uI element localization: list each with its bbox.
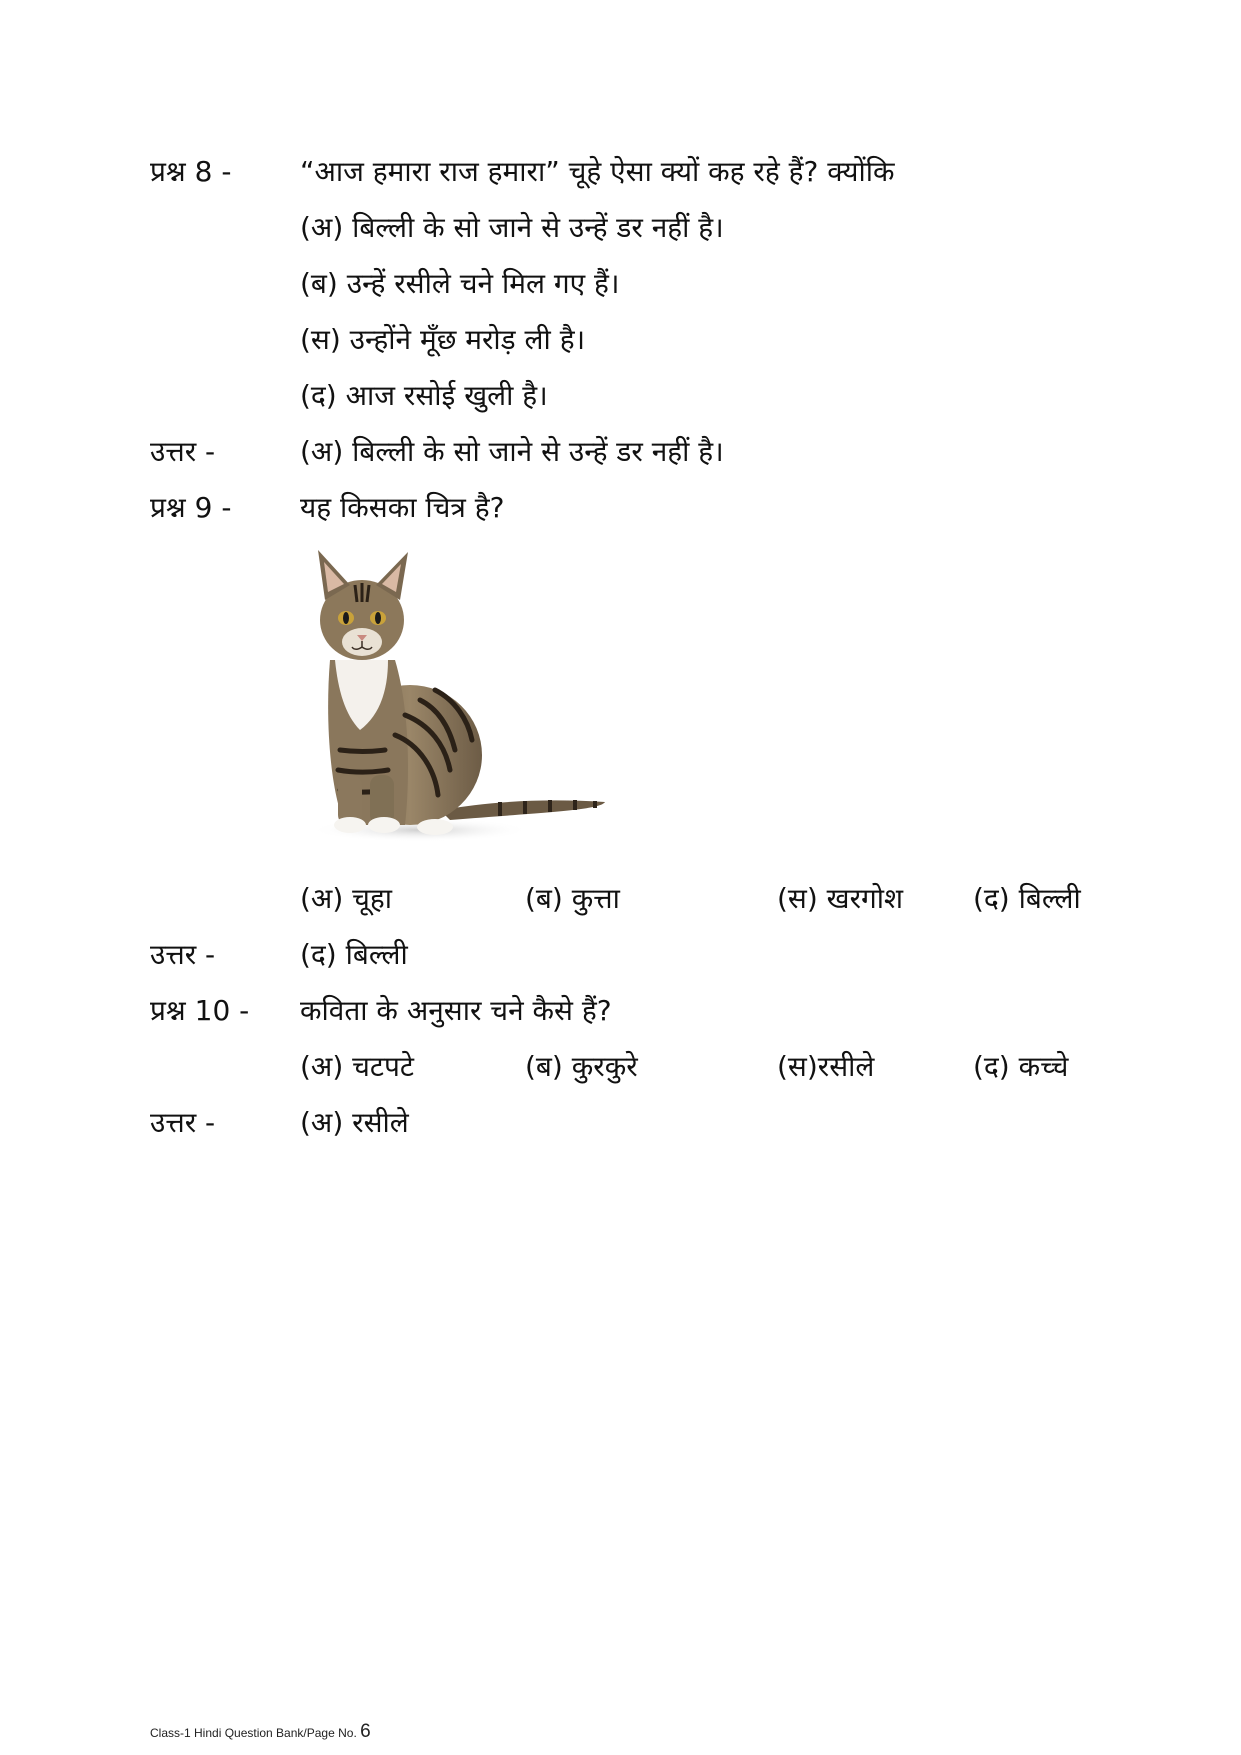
cat-photo-icon xyxy=(300,540,630,845)
q9-option-c: (स) खरगोश xyxy=(777,882,904,915)
q8-answer-label: उत्तर - xyxy=(150,435,216,468)
q9-question-text: यह किसका चित्र है? xyxy=(300,491,505,524)
q9-option-b: (ब) कुत्ता xyxy=(525,882,620,915)
q9-option-d: (द) बिल्ली xyxy=(973,882,1081,915)
q9-answer-label: उत्तर - xyxy=(150,938,216,971)
q8-question-text: “आज हमारा राज हमारा” चूहे ऐसा क्यों कह रहे हैं? क्योंकि xyxy=(300,155,895,188)
q10-option-b: (ब) कुरकुरे xyxy=(525,1050,638,1083)
footer-page-number: 6 xyxy=(360,1721,371,1742)
q8-answer-text: (अ) बिल्ली के सो जाने से उन्हें डर नहीं है। xyxy=(300,435,724,468)
q8-option-b-text: (ब) उन्हें रसीले चने मिल गए हैं। xyxy=(300,267,620,300)
q8-label: प्रश्न 8 - xyxy=(150,155,232,188)
q10-question-text: कविता के अनुसार चने कैसे हैं? xyxy=(300,994,612,1027)
q9-option-a: (अ) चूहा xyxy=(300,882,393,915)
footer-text: Class-1 Hindi Question Bank/Page No. xyxy=(150,1726,357,1740)
q10-option-d: (द) कच्चे xyxy=(973,1050,1069,1083)
q8-option-d-text: (द) आज रसोई खुली है। xyxy=(300,379,548,412)
q10-option-a: (अ) चटपटे xyxy=(300,1050,415,1083)
page-footer xyxy=(150,1722,371,1743)
q10-answer-label: उत्तर - xyxy=(150,1106,216,1139)
q8-option-c-text: (स) उन्होंने मूँछ मरोड़ ली है। xyxy=(300,323,586,356)
q10-label: प्रश्न 10 - xyxy=(150,994,250,1027)
q10-option-c: (स)रसीले xyxy=(777,1050,875,1083)
q8-option-a-text: (अ) बिल्ली के सो जाने से उन्हें डर नहीं है। xyxy=(300,211,724,244)
q10-answer-text: (अ) रसीले xyxy=(300,1106,409,1139)
cat-illustration xyxy=(300,540,630,845)
q9-label: प्रश्न 9 - xyxy=(150,491,232,524)
q9-answer-text: (द) बिल्ली xyxy=(300,938,408,971)
